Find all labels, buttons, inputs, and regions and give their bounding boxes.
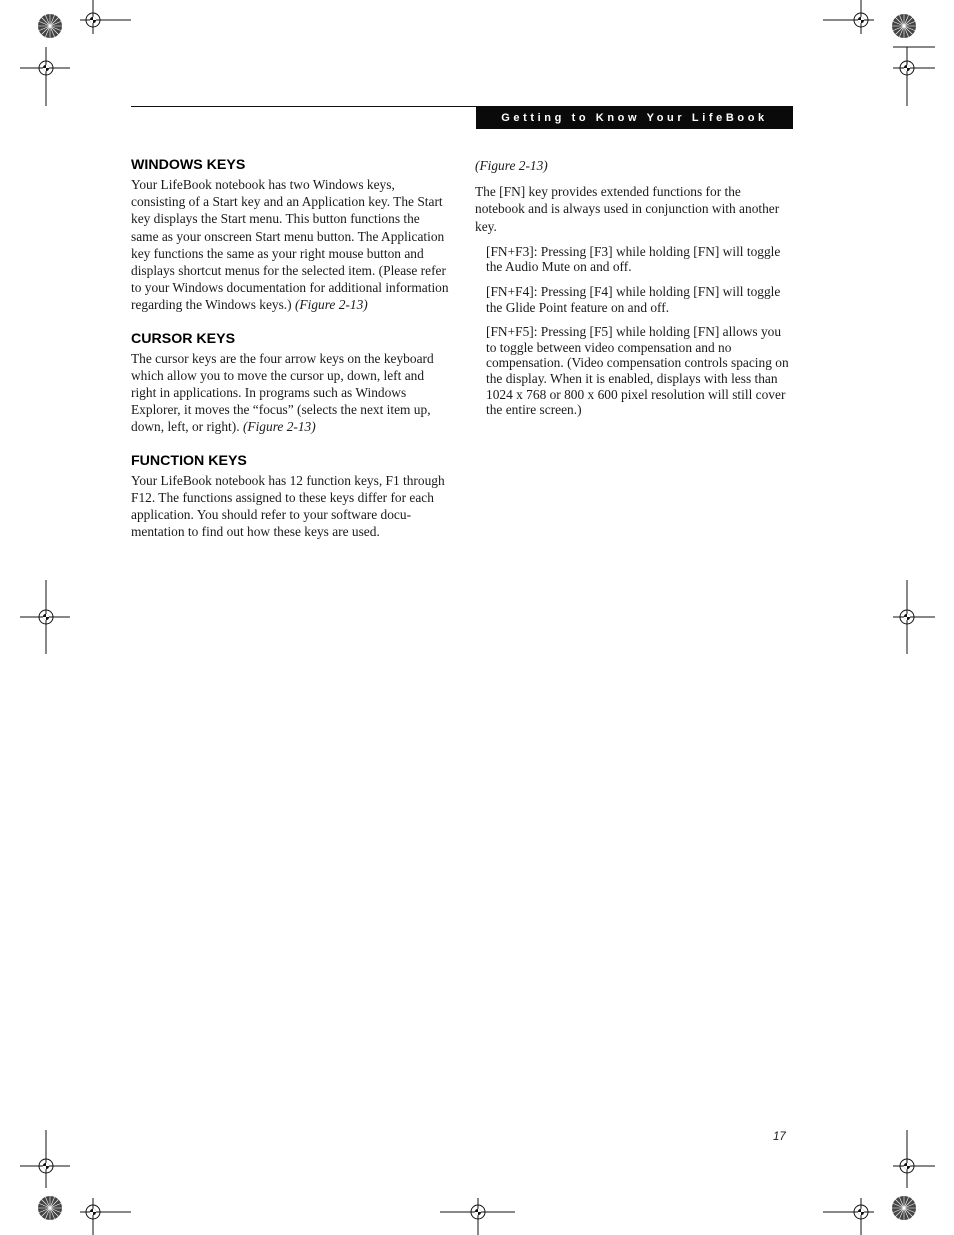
section-cursor-keys	[131, 331, 449, 436]
fn-key-item: [FN+F3]: Pressing [F3] while holding [FN] will toggle the Audio Mute on and off.	[486, 243, 781, 275]
fn-key-item: [FN+F5]: Pressing [F5] while holding [FN] allows you to toggle between video compensation and no compensation. (Video compensation controls spacing on the display. When it is enabled, displays with less than 1024 x 768 or 800 x 600 pixel resolution will still cover the entire screen.)	[486, 324, 789, 418]
left-column	[131, 157, 449, 557]
figure-reference: (Figure 2-13)	[242, 419, 316, 435]
fn-key-intro: The [FN] key provides extended functions for the notebook and is always used in conjunction with another key.	[475, 184, 780, 234]
figure-reference: (Figure 2-13)	[294, 297, 368, 313]
section-body: The cursor keys are the four arrow keys on the keyboard which allow you to move the cursor up, down, left and right in applications. In programs such as Windows Explorer, it moves the “focus” (selects the next item up, down, left, or right). (Figure 2-13)	[131, 350, 434, 435]
right-column	[475, 157, 793, 427]
section-heading: FUNCTION KEYS	[131, 452, 247, 469]
header-rule	[131, 106, 476, 107]
section-body: Your LifeBook notebook has two Windows keys, consisting of a Start key and an Application key. The Start key displays the Start menu. This button functions the same as your onscreen Start menu button. The Application key functions the same as your right mouse button and displays shortcut menus for the selected item. (Please refer to your Windows documentation for additional information regarding the Windows keys.) (Figure 2-13)	[131, 177, 449, 313]
section-body: Your LifeBook notebook has 12 function keys, F1 through F12. The functions assigned to these keys differ for each application. You should refer to your software docu-mentation to find out how these keys are used.	[131, 472, 445, 540]
section-heading: CURSOR KEYS	[131, 330, 236, 347]
running-header: Getting to Know Your LifeBook	[476, 106, 793, 129]
fn-key-item: [FN+F4]: Pressing [F4] while holding [FN] will toggle the Glide Point feature on and off.	[486, 284, 781, 315]
section-function-keys	[131, 453, 449, 541]
section-windows-keys	[131, 157, 449, 314]
figure-reference: (Figure 2-13)	[475, 158, 548, 173]
section-heading: WINDOWS KEYS	[131, 157, 246, 173]
page-number: 17	[773, 1131, 786, 1143]
